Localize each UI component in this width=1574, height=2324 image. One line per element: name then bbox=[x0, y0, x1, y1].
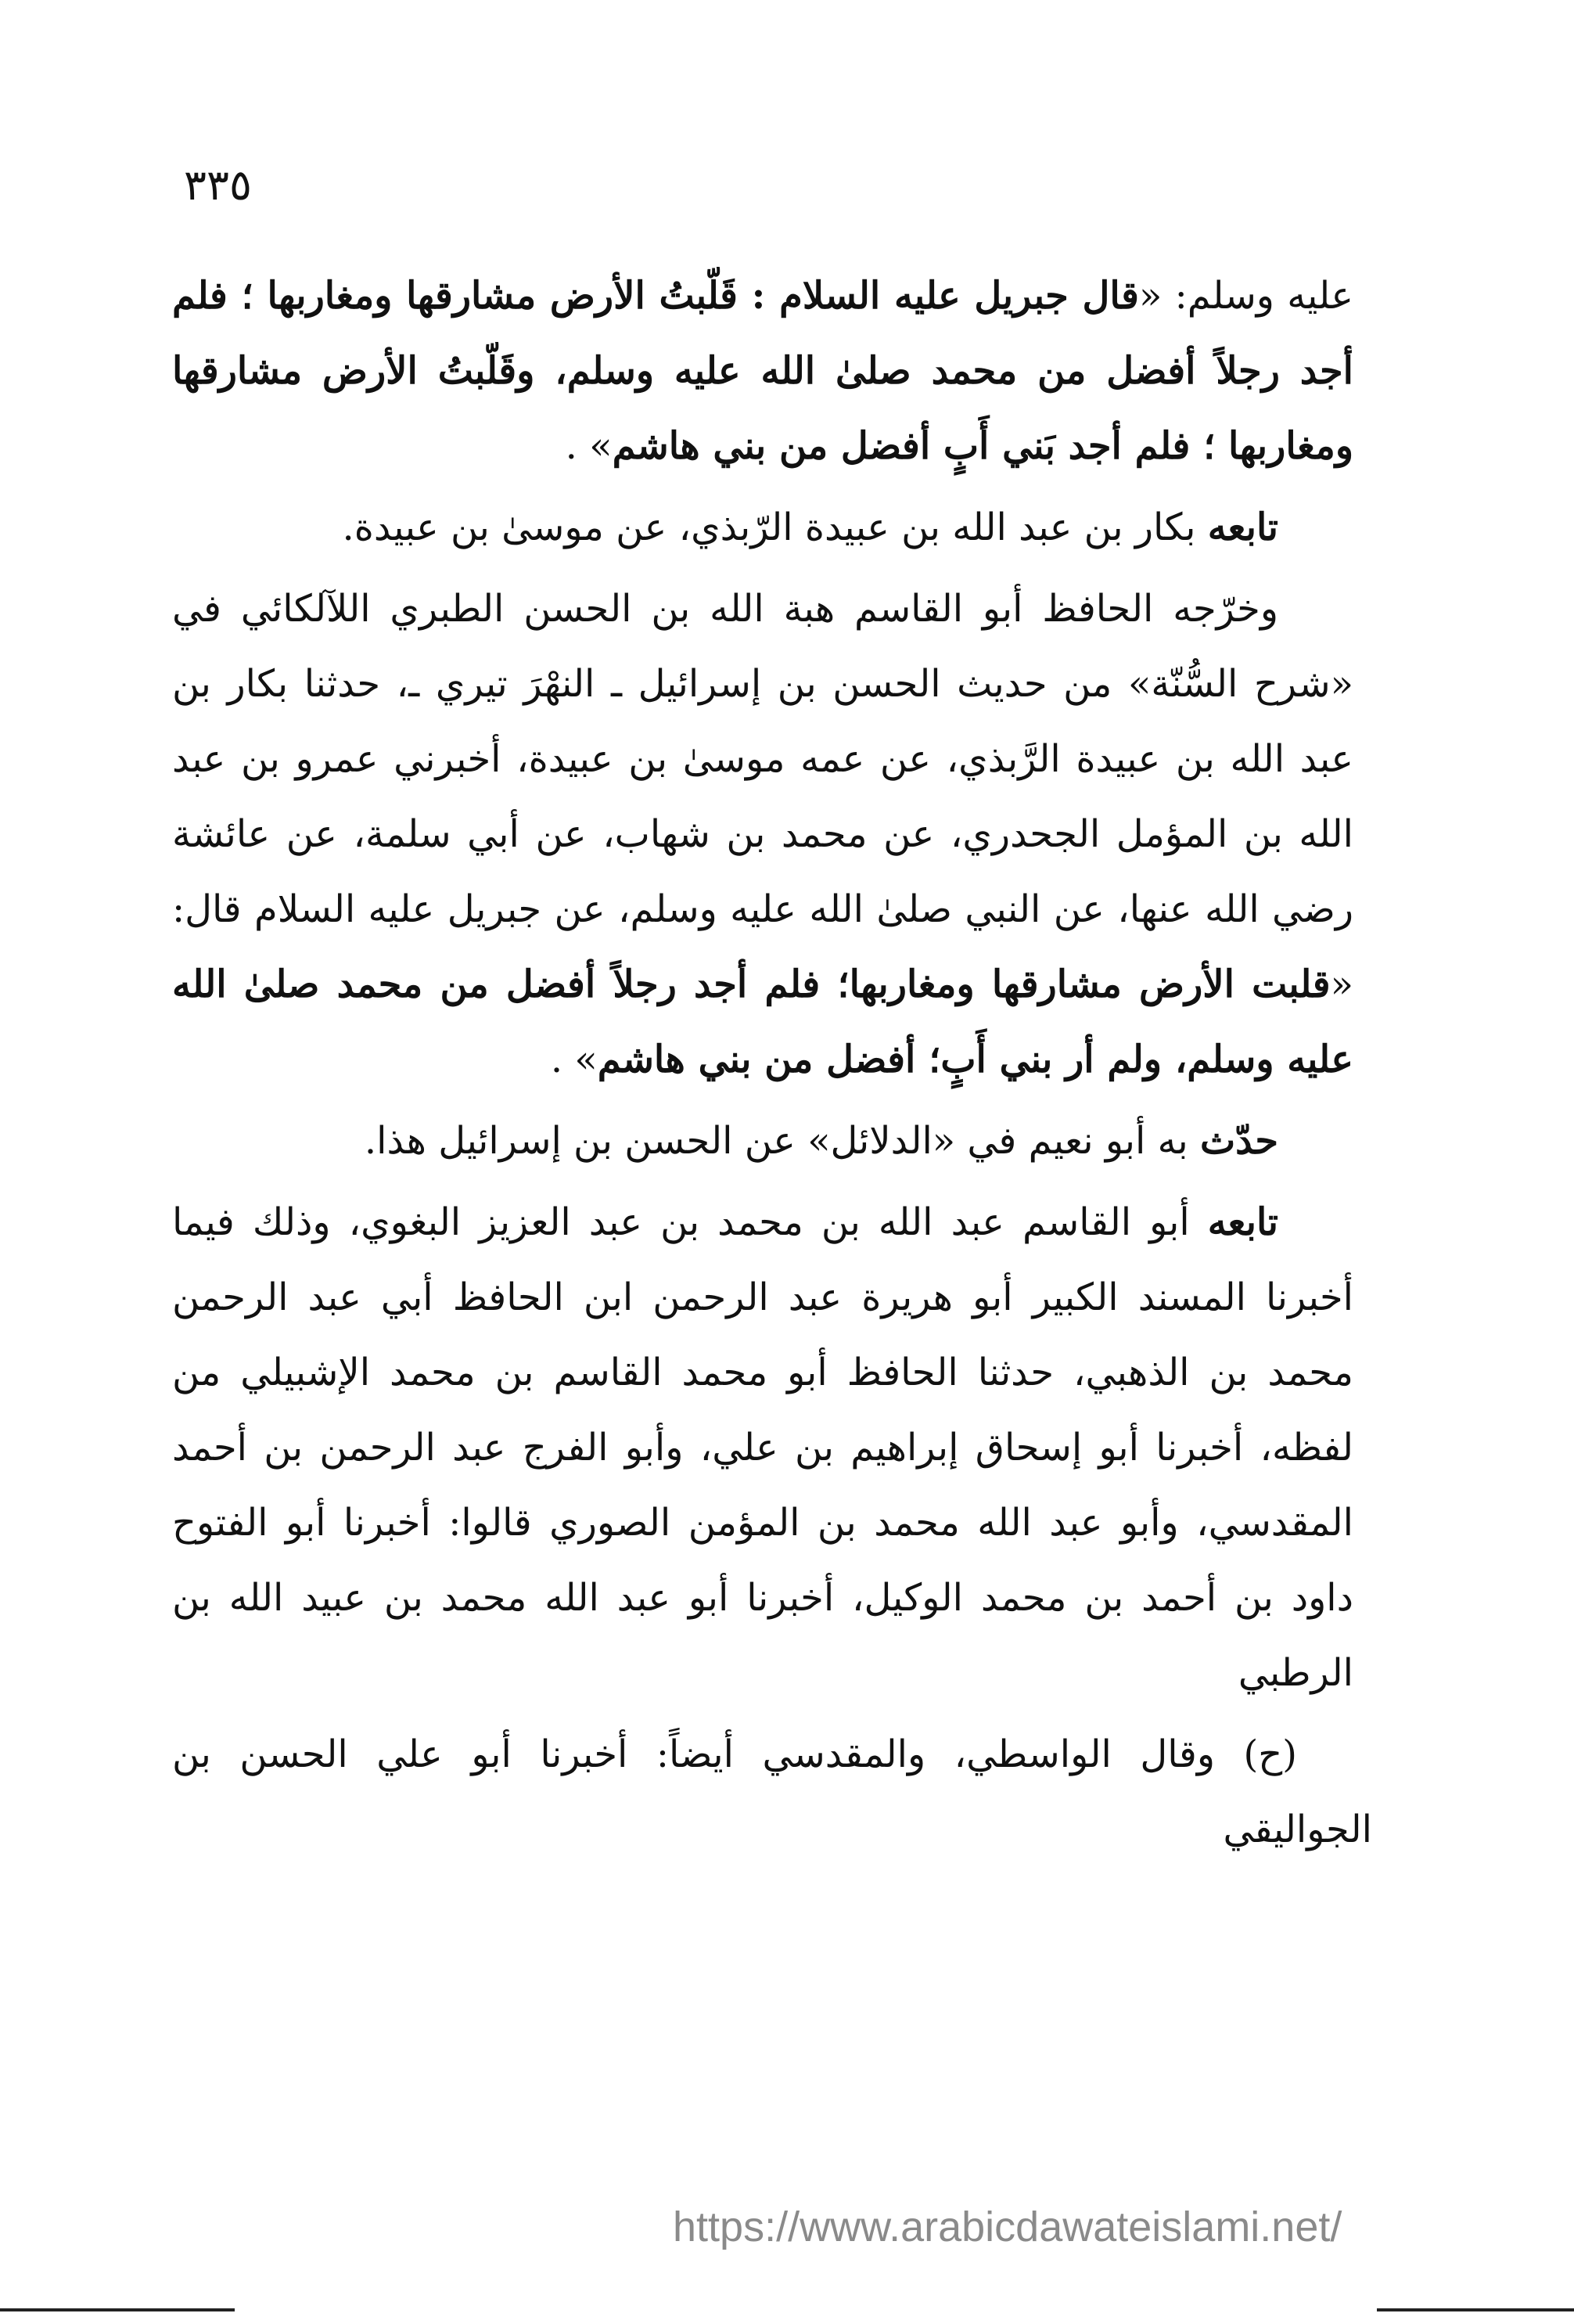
paragraph-5 bbox=[172, 1185, 1353, 1711]
paragraph-4 bbox=[172, 1103, 1353, 1178]
paragraph-6 bbox=[172, 1717, 1372, 1867]
paragraph-3 bbox=[172, 571, 1353, 1097]
text-segment: (ح) وقال الواسطي، والمقدسي أيضاً: أخبرنا أبو علي الحسن بن الجواليقي bbox=[172, 1732, 1372, 1851]
page-number: ٣٣٥ bbox=[183, 160, 252, 210]
quote-text: قلبت الأرض مشارقها ومغاربها؛ فلم أجد رجلاً أفضل من محمد صلىٰ الله عليه وسلم، ولم أر بني أَبٍ؛ أفضل من بني هاشم bbox=[172, 962, 1353, 1081]
quote-text: قال جبريل عليه السلام : قَلّبتُ الأرض مشارقها ومغاربها ؛ فلم أجد رجلاً أفضل من محمد صلىٰ الله عليه وسلم، وقَلّبتُ الأرض مشارقها ومغاربها ؛ فلم أجد بَني أَبٍ أفضل من بني هاشم bbox=[172, 274, 1354, 468]
paragraph-2 bbox=[172, 490, 1353, 565]
scan-edge-line-left bbox=[0, 2308, 235, 2311]
watermark-url: https://www.arabicdawateislami.net/ bbox=[673, 2203, 1342, 2250]
lead-word: حدّث bbox=[1199, 1119, 1278, 1163]
text-segment: بكار بن عبد الله بن عبيدة الرّبذي، عن موسىٰ بن عبيدة. bbox=[342, 505, 1208, 549]
scan-edge-line-right bbox=[1377, 2308, 1574, 2311]
text-segment: وخرّجه الحافظ أبو القاسم هبة الله بن الحسن الطبري اللآلكائي في «شرح السُّنّة» من حديث الحسن بن إسرائيل ـ النهْرَ تيري ـ، حدثنا بكار بن عبد الله بن عبيدة الرَّبذي، عن عمه موسىٰ بن عبيدة، أخبرني عمرو بن عبد الله بن المؤمل الجحدري، عن محمد بن شهاب، عن أبي سلمة، عن عائشة رضي الله عنها، عن النبي صلىٰ الله عليه وسلم، عن جبريل عليه السلام قال: « bbox=[172, 587, 1354, 1006]
text-segment: » . bbox=[550, 1038, 598, 1081]
paragraph-1 bbox=[172, 258, 1353, 484]
text-segment: عليه وسلم: « bbox=[1138, 274, 1353, 318]
text-segment: » . bbox=[565, 424, 613, 468]
lead-word: تابعه bbox=[1207, 1200, 1278, 1244]
text-segment: به أبو نعيم في «الدلائل» عن الحسن بن إسرائيل هذا. bbox=[364, 1119, 1200, 1163]
lead-word: تابعه bbox=[1207, 505, 1278, 549]
text-segment: أبو القاسم عبد الله بن محمد بن عبد العزيز البغوي، وذلك فيما أخبرنا المسند الكبير أبو هريرة عبد الرحمن ابن الحافظ أبي عبد الرحمن محمد بن الذهبي، حدثنا الحافظ أبو محمد القاسم بن محمد الإشبيلي من لفظه، أخبرنا أبو إسحاق إبراهيم بن علي، وأبو الفرج عبد الرحمن بن أحمد المقدسي، وأبو عبد الله محمد بن المؤمن الصوري قالوا: أخبرنا أبو الفتوح داود بن أحمد بن محمد الوكيل، أخبرنا أبو عبد الله محمد بن عبيد الله بن الرطبي bbox=[172, 1200, 1354, 1695]
body-text bbox=[172, 258, 1372, 1873]
